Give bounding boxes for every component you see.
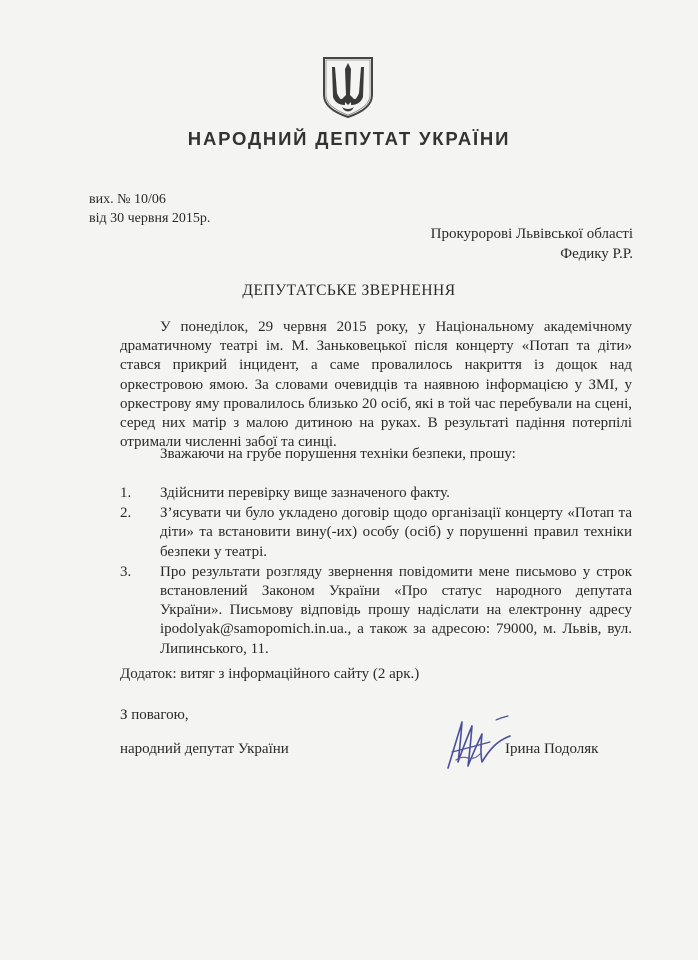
- signer-name: Ірина Подоляк: [505, 741, 599, 757]
- list-item: [120, 563, 632, 659]
- list-item-text: Про результати розгляду звернення повідомити мене письмово у строк встановлений Законом України «Про статус народного депутата України». Письмову відповідь прошу надіслати на електронну адресу ipodolyak@samopomich.in.ua., а також за адресою: 79000, м. Львів, вул. Липинського, 11.: [160, 563, 632, 657]
- outgoing-reference: [89, 190, 210, 228]
- body-text: [120, 318, 632, 452]
- outgoing-number: вих. № 10/06: [89, 192, 166, 207]
- organization-heading: НАРОДНИЙ ДЕПУТАТ УКРАЇНИ: [187, 128, 511, 149]
- signer-title: народний депутат України: [120, 741, 289, 757]
- list-item-text: Здійснити перевірку вище зазначеного факту.: [160, 485, 450, 501]
- list-item-number: 1.: [120, 485, 132, 501]
- list-item-number: 3.: [120, 563, 132, 580]
- body-paragraph-1: У понеділок, 29 червня 2015 року, у Національному академічному драматичному театрі ім. М. Заньковецької після концерту «Потап та діти» стався прикрий інцидент, а саме провалилось накриття із дощок над оркестровою ямою. За словами очевидців та наявною інформацією у ЗМІ, у оркестрову яму провалилось близько 20 осіб, які в той час перебували на сцені, серед них матір з малою дитиною на руках. В результаті падіння потерпілі отримали численні забої та синці.: [120, 319, 632, 451]
- list-item: [120, 484, 632, 503]
- addressee-block: [431, 224, 633, 264]
- addressee-line-2: Федику Р.Р.: [560, 246, 633, 262]
- list-item-number: 2.: [120, 505, 132, 522]
- attachment-note: Додаток: витяг з інформаційного сайту (2 арк.): [120, 666, 420, 682]
- outgoing-date: від 30 червня 2015р.: [89, 211, 211, 226]
- list-item-text: З’ясувати чи було укладено договір щодо організації концерту «Потап та діти» та встановити вину(-их) особу (осіб) у порушенні правил техніки безпеки у театрі.: [160, 505, 632, 560]
- closing-regards: З повагою,: [120, 707, 189, 723]
- addressee-line-1: Прокуророві Львівської області: [430, 226, 633, 242]
- request-intro: Зважаючи на грубе порушення техніки безпеки, прошу:: [160, 446, 516, 462]
- request-list: [120, 484, 632, 660]
- list-item: [120, 504, 632, 562]
- tryzub-emblem-icon: [318, 55, 378, 119]
- document-title: ДЕПУТАТСЬКЕ ЗВЕРНЕННЯ: [242, 282, 456, 299]
